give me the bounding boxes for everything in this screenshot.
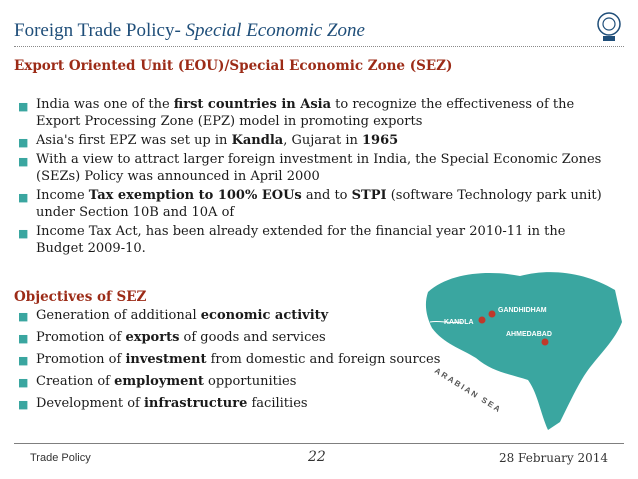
footer-label: Trade Policy [30,452,91,464]
list-item: ■ Promotion of investment from domestic and foreign sources [18,352,441,367]
ahmedabad-marker [542,339,549,346]
list-item: ■ Income Tax exemption to 100% EOUs and to STPI (software Technology park unit) under Section 10B and 10A of [18,188,602,220]
title-divider [14,46,624,47]
title-italic: Special Economic Zone [185,20,365,41]
bullet-icon: ■ [18,191,29,204]
list-item: ■ Creation of employment opportunities [18,374,297,389]
list-item: ■ Development of infrastructure facilities [18,396,308,411]
list-item: ■ Promotion of exports of goods and services [18,330,326,345]
gandhidham-marker [489,311,496,318]
bullet-icon: ■ [18,332,29,345]
emblem-icon [594,10,624,44]
kandla-marker [479,317,486,324]
title-main: Foreign Trade Policy- [14,20,186,41]
bullet-icon: ■ [18,398,29,411]
footer-date: 28 February 2014 [498,451,608,465]
bullet-icon: ■ [18,376,29,389]
slide-title [14,20,365,42]
footer-divider [14,443,624,444]
bullet-icon: ■ [18,100,29,113]
list-item: ■ Generation of additional economic activity [18,308,329,323]
list-item: ■ India was one of the first countries in Asia to recognize the effectiveness of the Export Processing Zone (EPZ) model in promoting exports [18,97,575,129]
list-item: ■ With a view to attract larger foreign investment in India, the Special Economic Zones (SEZs) Policy was announced in April 2000 [18,152,602,184]
bullet-icon: ■ [18,310,29,323]
bullet-list [14,96,614,259]
gandhidham-label: GANDHIDHAM [498,307,547,314]
bullet-icon: ■ [18,227,29,240]
objectives-heading: Objectives of SEZ [14,289,147,305]
section-subtitle: Export Oriented Unit (EOU)/Special Economic Zone (SEZ) [14,58,453,74]
objectives-list [14,307,441,417]
map-land [426,272,622,430]
bullet-icon: ■ [18,354,29,367]
kandla-label: KANDLA [444,319,474,326]
page-number: 22 [308,449,326,465]
list-item: ■ Income Tax Act, has been already extended for the financial year 2010-11 in the Budget 2009-10. [18,224,566,256]
sea-label: ARABIAN SEA [432,366,504,415]
ahmedabad-label: AHMEDABAD [506,331,552,338]
bullet-icon: ■ [18,155,29,168]
bullet-icon: ■ [18,136,29,149]
list-item: ■ Asia's first EPZ was set up in Kandla, Gujarat in 1965 [18,133,399,149]
gujarat-map [410,262,630,434]
